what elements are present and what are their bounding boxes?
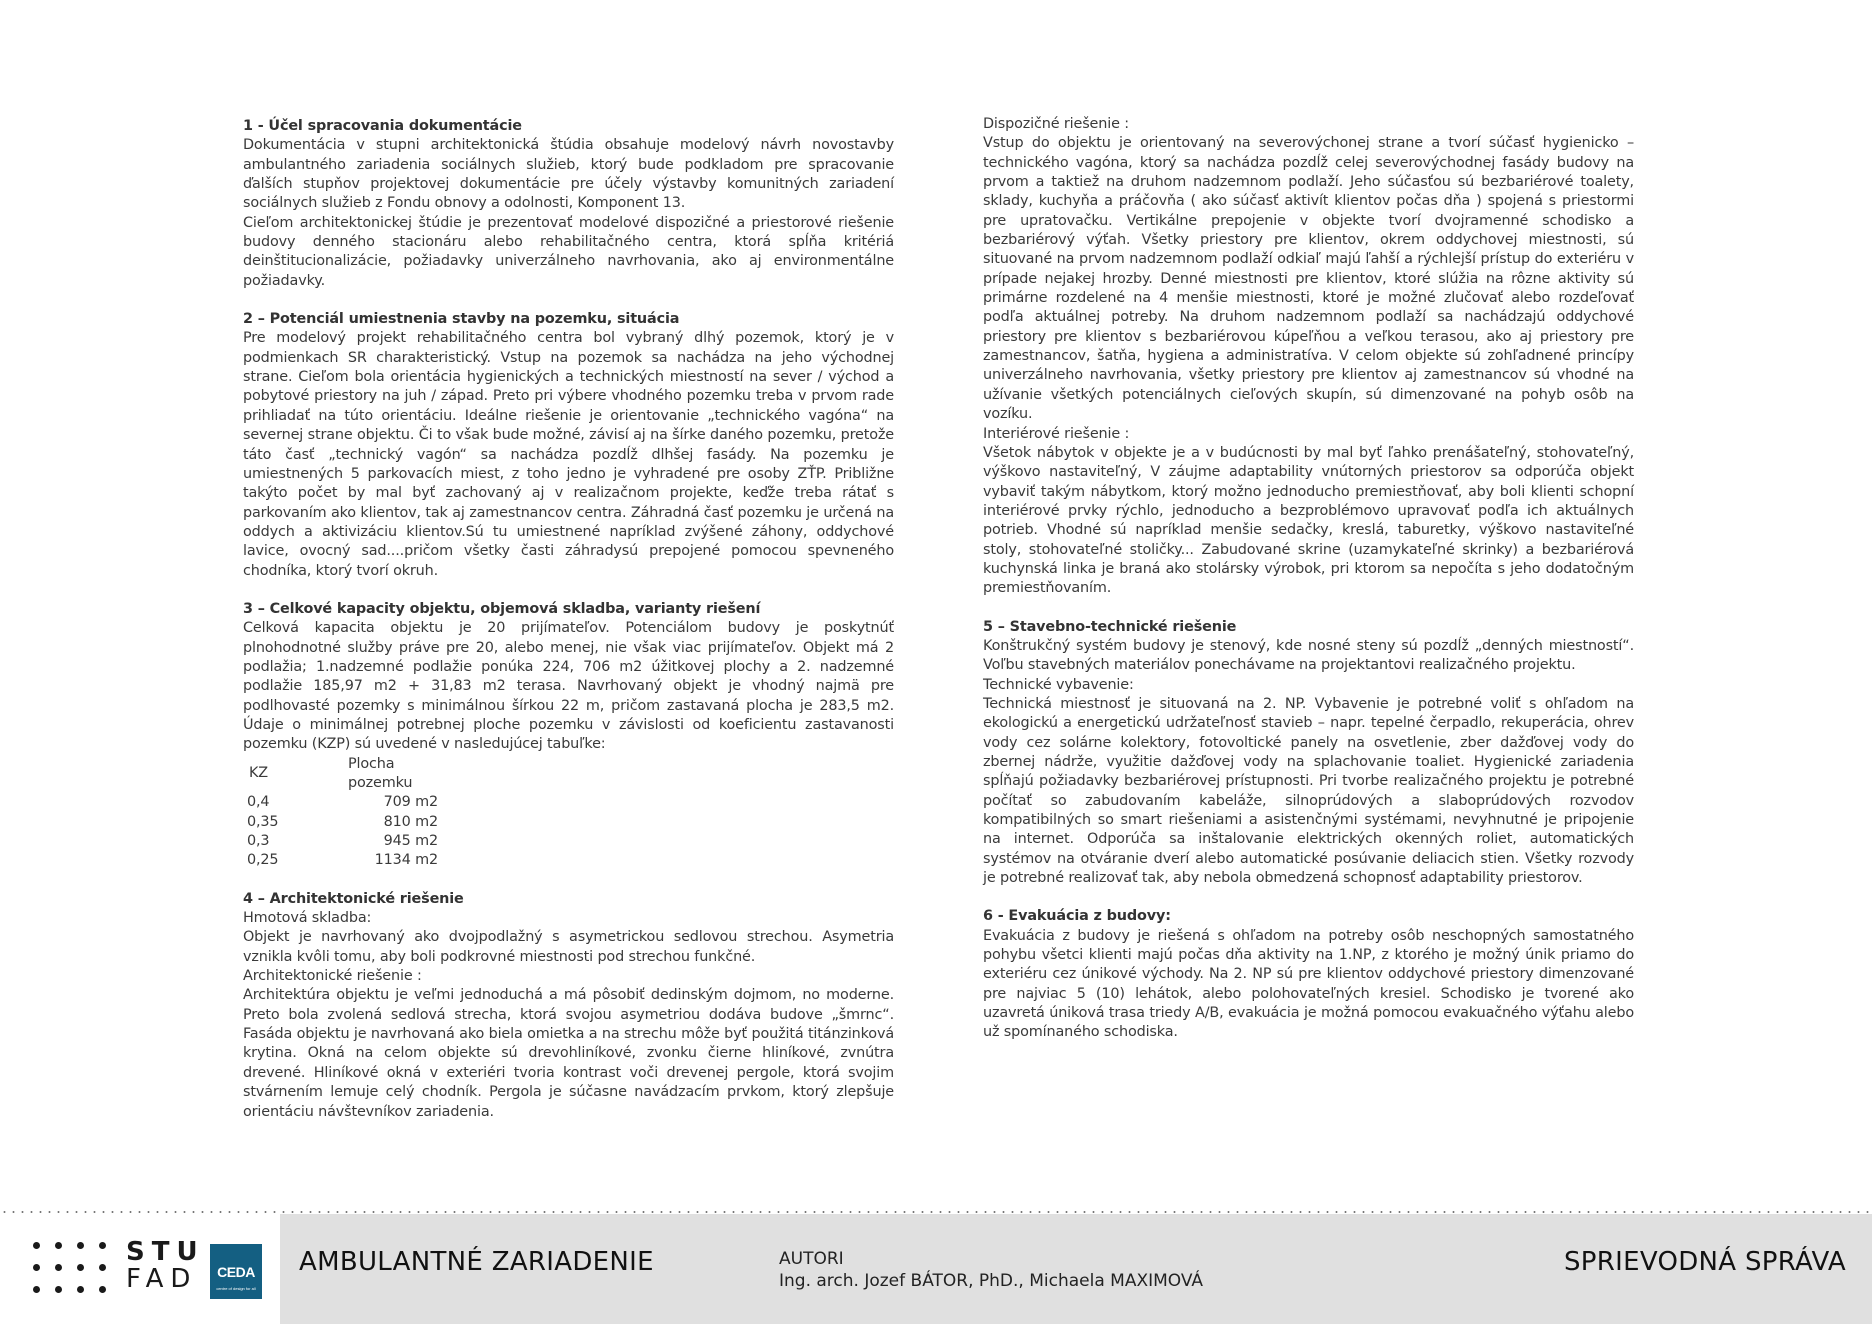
table-row xyxy=(243,832,438,851)
table-row xyxy=(243,813,438,832)
section-heading: 2 – Potenciál umiestnenia stavby na pozemku, situácia xyxy=(243,311,680,328)
paragraph: Architektúra objektu je veľmi jednoduchá a má pôsobiť dedinským dojmom, no moderne. Preto bola zvolená sedlová strecha, ktorá svojou asymetriou dodáva budove „šmrnc“. Fasáda objektu je navrhovaná ako biela omietka a na strechu môže byť použitá titánzinková krytina. Okná na celom objekte sú drevohliníkové, zvonku čierne hliníkové, zvnútra drevené. Hliníkové okná v exteriéri tvoria kontrast voči drevenej pergole, ktorá svojim stvárnením lemuje celý chodník. Pergola je súčasne navádzacím prvkom, ktorý zlepšuje orientáciu návštevníkov zariadenia. xyxy=(243,987,894,1120)
table-header-row xyxy=(243,755,438,794)
cell-area: 810 m2 xyxy=(383,813,438,830)
dotted-divider xyxy=(0,1211,1872,1213)
table-row xyxy=(243,851,438,870)
paragraph: Evakuácia z budovy je riešená s ohľadom na potreby osôb neschopných samostatného pohybu všetci klienti majú počas dňa aktivity na 1.NP, z ktorého je možný únik priamo do exteriéru cez únikové východy. Na 2. NP sú pre klientov oddychové priestory dimenzované pre najviac 5 (10) lehátok, alebo polohovateľných kresiel. Schodisko je tvorené ako uzavretá úniková trasa triedy A/B, evakuácia je možná pomocou evakuačného výťahu alebo už spomínaného schodiska. xyxy=(983,927,1634,1041)
section-6-evacuation xyxy=(983,907,1634,1042)
subheading: Technické vybavenie: xyxy=(983,676,1134,693)
project-title: AMBULANTNÉ ZARIADENIE xyxy=(299,1247,654,1277)
left-text-column xyxy=(243,117,894,1141)
paragraph: Pre modelový projekt rehabilitačného centra bol vybraný dlhý pozemok, ktorý je v podmienkach SR charakteristický. Vstup na pozemok sa nachádza na jeho východnej strane. Cieľom bola orientácia hygienických a technických miestností na sever / východ a pobytové priestory na juh / západ. Preto pri výbere vhodného pozemku treba v prvom rade prihliadať na túto orientáciu. Ideálne riešenie je orientovanie „technického vagóna“ na severnej strane objektu. Či to však bude možné, závisí aj na šírke daného pozemku, pretože táto časť „technický vagón“ sa nachádza pozdĺž dlhšej fasády. Na pozemku je umiestnených 5 parkovacích miest, z toho jedno je vyhradené pre osoby ZŤP. Približne takýto počet by mal byť zachovaný aj v realizačnom projekte, keďže treba rátať s parkovaním ako klientov, tak aj zamestnancov centra. Záhradná časť pozemku je určená na oddych a aktivizáciu klientov.Sú tu umiestnené napríklad zvýšené záhony, oddychové lavice, ovocný sad....pričom všetky časti záhradysú prepojené pomocou spevneného chodníka, ktorý tvorí okruh. xyxy=(243,330,894,579)
section-heading: 4 – Architektonické riešenie xyxy=(243,890,464,907)
subheading: Dispozičné riešenie : xyxy=(983,116,1129,132)
paragraph: Vstup do objektu je orientovaný na severovýchonej strane a tvorí súčasť hygienicko – technického vagóna, ktorý sa nachádza pozdĺž celej severovýchodnej fasády budovy na prvom a taktiež na druhom nadzemnom podlaží. Jeho súčasťou sú bezbariérové toalety, sklady, kuchyňa a práčovňa ( ako súčasť aktivít klientov počas dňa ) spojená s priestormi pre upratovačku. Vertikálne prepojenie v objekte tvorí dvojramenné schodisko a bezbariérový výťah. Všetky priestory pre klientov, okrem oddychovej miestnosti, sú situované na prvom nadzemnom podlaží odkiaľ majú ľahší a rýchlejší prístup do exteriéru v prípade nejakej hrozby. Denné miestnosti pre klientov, ktoré slúžia na rôzne aktivity sú primárne rozdelené na 4 menšie miestnosti, ktoré je možné zlučovať alebo rozdeľovať podľa aktuálnej potreby. Na druhom nadzemnom podlaží sa nachádzajú oddychové priestory pre klientov s bezbariérovou kúpeľňou a veľkou terasou, ako aj priestory pre zamestnancov, šatňa, hygiena a administratíva. V celom objekte sú zohľadnené princípy univerzálneho navrhovania, všetky priestory pre klientov aj zamestnancov sú vhodné na užívanie všetkých potenciálnych cieľových skupín, sú dimenzované na pohyb osôb na vozíku. xyxy=(983,135,1634,423)
cell-area: 709 m2 xyxy=(383,794,438,811)
cell-kz: 0,3 xyxy=(247,833,270,850)
section-heading: 3 – Celkové kapacity objektu, objemová skladba, varianty riešení xyxy=(243,600,761,617)
ceda-logo xyxy=(210,1244,262,1299)
authors-names: Ing. arch. Jozef BÁTOR, PhD., Michaela MAXIMOVÁ xyxy=(779,1271,1204,1291)
paragraph: Dokumentácia v stupni architektonická štúdia obsahuje modelový návrh novostavby ambulantného zariadenia sociálnych služieb, ktorý bude podkladom pre spracovanie ďalších stupňov projektovej dokumentácie pre účely výstavby komunitných zariadení sociálnych služieb z Fondu obnovy a odolnosti, Komponent 13. xyxy=(243,137,894,212)
section-2-site xyxy=(243,310,894,581)
stu-dots-logo-icon xyxy=(33,1242,108,1296)
subheading: Interiérové riešenie : xyxy=(983,425,1130,442)
cell-kz: 0,4 xyxy=(247,794,270,811)
paragraph: Konštrukčný systém budovy je stenový, kde nosné steny sú pozdĺž „denných miestností“. Voľbu stavebných materiálov ponechávame na projektantovi realizačného projektu. xyxy=(983,637,1634,674)
section-heading: 6 - Evakuácia z budovy: xyxy=(983,908,1171,925)
ceda-logo-subtext: centre of design for all xyxy=(216,1286,256,1291)
kzp-area-table xyxy=(243,755,438,871)
right-text-column xyxy=(983,115,1634,1062)
paragraph: Technická miestnosť je situovaná na 2. NP. Vybavenie je potrebné voliť s ohľadom na ekologickú a energetickú udržateľnosť stavieb – napr. tepelné čerpadlo, rekuperácia, ohrev vody cez solárne kolektory, fotovoltické panely na osvetlenie, zber dažďovej vody do zbernej nádrže, využitie dažďovej vody na splachovanie toaliet. Hygienické zariadenia spĺňajú požiadavky bezbariérovej prístupnosti. Pri tvorbe realizačného projektu je potrebné počítať so zabudovaním kabeláže, silnoprúdových a slaboprúdových rozvodov kompatibilných so smart riešeniami a asistenčnými systémami, nevyhnutné je pripojenie na internet. Odporúča sa inštalovanie elektrických okenných roliet, automatických systémov na otváranie dverí alebo automatické posúvanie deliacich stien. Všetky rozvody je potrebné realizovať tak, aby nebola obmedzená schopnosť adaptability priestorov. xyxy=(983,695,1634,887)
column-header-kz: KZ xyxy=(249,765,268,782)
table-row xyxy=(243,793,438,812)
cell-area: 945 m2 xyxy=(383,833,438,850)
document-title: SPRIEVODNÁ SPRÁVA xyxy=(1564,1247,1846,1277)
subheading: Architektonické riešenie : xyxy=(243,968,422,985)
cell-area: 1134 m2 xyxy=(374,852,438,869)
section-1-purpose xyxy=(243,117,894,291)
authors-label: AUTORI xyxy=(779,1249,844,1269)
cell-kz: 0,35 xyxy=(247,813,279,830)
section-3-capacity xyxy=(243,600,894,871)
section-4-continued xyxy=(983,115,1634,599)
section-heading: 1 - Účel spracovania dokumentácie xyxy=(243,118,522,134)
paragraph: Cieľom architektonickej štúdie je prezentovať modelové dispozičné a priestorové riešenie budovy denného stacionáru alebo rehabilitačného centra, ktorá spĺňa kritériá deinštitucionalizácie, požiadavky univerzálneho navrhovania, ako aj environmentálne požiadavky. xyxy=(243,214,894,289)
logo-fad-text: FAD xyxy=(126,1264,198,1294)
paragraph: Objekt je navrhovaný ako dvojpodlažný s asymetrickou sedlovou strechou. Asymetria vznikla kvôli tomu, aby boli podkrovné miestnosti pod strechou funkčné. xyxy=(243,929,894,965)
logo-stu-text: STU xyxy=(126,1237,205,1267)
section-5-construction xyxy=(983,618,1634,889)
section-4-architecture xyxy=(243,890,894,1122)
subheading: Hmotová skladba: xyxy=(243,910,372,927)
paragraph: Celková kapacita objektu je 20 prijímateľov. Potenciálom budovy je poskytnúť plnohodnotné služby práve pre 20, alebo menej, nie však viac prijímateľov. Objekt má 2 podlažia; 1.nadzemné podlažie ponúka 224, 706 m2 úžitkovej plochy a 2. nadzemné podlažie 185,97 m2 + 31,83 m2 terasa. Navrhovaný objekt je vhodný najmä pre podlhovasté pozemky s minimálnou šírkou 22 m, pričom zastavaná plocha je 283,5 m2. Údaje o minimálnej potrebnej ploche pozemku v závislosti od koeficientu zastavanosti pozemku (KZP) sú uvedené v nasledujúcej tabuľke: xyxy=(243,620,894,753)
column-header-area: Plocha pozemku xyxy=(348,755,413,791)
cell-kz: 0,25 xyxy=(247,852,279,869)
section-heading: 5 – Stavebno-technické riešenie xyxy=(983,618,1237,635)
ceda-logo-text: CEDA xyxy=(217,1264,255,1280)
paragraph: Všetok nábytok v objekte je a v budúcnosti by mal byť ľahko prenášateľný, stohovateľný, výškovo nastaviteľný, V záujme adaptability vnútorných priestorov sa odporúča objekt vybaviť takým nábytkom, ktorý možno jednoducho premiestňovať, aby boli klienti schopní interiérové prvky rýchlo, jednoducho a bezproblémovo upravovať podľa ich aktuálnych potrieb. Vhodné sú napríklad menšie sedačky, kreslá, taburetky, výškovo nastaviteľné stoly, stohovateľné stoličky... Zabudované skrine (uzamykateľné skrinky) a bezbariérová kuchynská linka je braná ako stolársky výrobok, pri ktorom sa nepočíta s jeho dodatočným premiestňovaním. xyxy=(983,444,1634,597)
stu-fad-logo xyxy=(126,1239,205,1293)
